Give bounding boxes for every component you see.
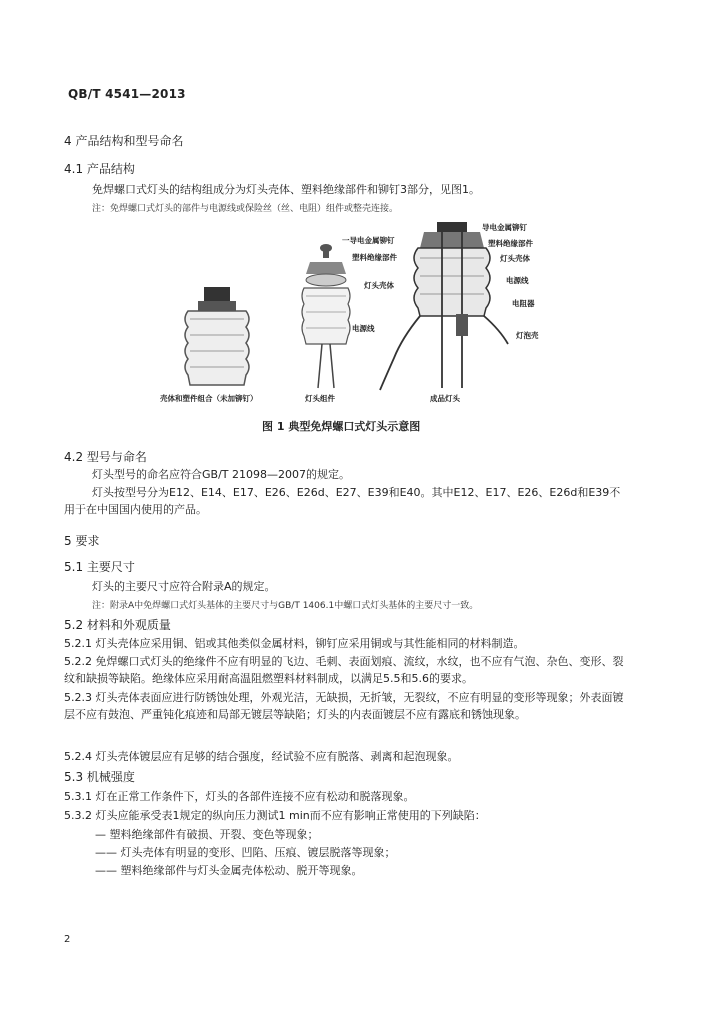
section-5-2-heading: 5.2 材料和外观质量 <box>64 618 171 632</box>
section-4-1-heading: 4.1 产品结构 <box>64 162 135 176</box>
fig-right-caption: 成品灯头 <box>430 394 460 403</box>
clause-5-2-2: 5.2.2 免焊螺口式灯头的绝缘件不应有明显的飞边、毛刺、表面划痕、流纹，水纹，也不应有气泡、杂色、变形、裂纹和缺损等缺陷。绝缘体应采用耐高温阻燃塑料材料制成，以满足5.5和5.6的要求。 <box>64 655 624 685</box>
defect-list-item: — 塑料绝缘部件有破损、开裂、变色等现象； <box>95 828 319 841</box>
page-number: 2 <box>64 934 71 945</box>
section-4-heading: 4 产品结构和型号命名 <box>64 134 184 148</box>
section-4-2-text-1: 灯头型号的命名应符合GB/T 21098—2007的规定。 <box>92 468 350 481</box>
fig-left-label: 壳体和塑件组合（未加铆钉） <box>160 394 258 403</box>
section-4-2-heading: 4.2 型号与命名 <box>64 450 147 464</box>
clause-5-2-3: 5.2.3 灯头壳体表面应进行防锈蚀处理，外观光洁，无缺损，无折皱，无裂纹，不应有明显的变形等现象；外表面镀层不应有鼓泡、严重钝化痕迹和局部无镀层等缺陷；灯头的内表面镀层不应有露底和锈蚀现象。 <box>64 691 624 721</box>
fig-mid-label-rivet: 一导电金属铆钉 <box>342 236 395 245</box>
fig-right-label-resistor: 电阻器 <box>512 299 535 308</box>
section-5-1-heading: 5.1 主要尺寸 <box>64 560 135 574</box>
clause-5-2-1: 5.2.1 灯头壳体应采用铜、铝或其他类似金属材料，铆钉应采用铜或与其性能相同的材料制造。 <box>64 637 525 650</box>
section-5-1-text: 灯头的主要尺寸应符合附录A的规定。 <box>92 580 276 593</box>
fig-mid-label-wire: 电源线 <box>352 324 375 333</box>
section-4-1-text: 免焊螺口式灯头的结构组成分为灯头壳体、塑料绝缘部件和铆钉3部分，见图1。 <box>92 183 480 196</box>
section-5-heading: 5 要求 <box>64 534 100 548</box>
defect-list-item: —— 塑料绝缘部件与灯头金属壳体松动、脱开等现象。 <box>95 864 363 877</box>
figure-1-caption: 图 1 典型免焊螺口式灯头示意图 <box>262 420 421 433</box>
fig-right-label-bulb: 灯泡壳 <box>516 331 539 340</box>
clause-5-3-1: 5.3.1 灯在正常工作条件下，灯头的各部件连接不应有松动和脱落现象。 <box>64 790 415 803</box>
section-5-1-note: 注：附录A中免焊螺口式灯头基体的主要尺寸与GB/T 1406.1中螺口式灯头基体的主要尺寸一致。 <box>92 601 479 611</box>
defect-list-item: —— 灯头壳体有明显的变形、凹陷、压痕、镀层脱落等现象； <box>95 846 396 859</box>
section-4-1-note: 注：免焊螺口式灯头的部件与电源线或保险丝（丝、电阻）组件或整壳连接。 <box>92 204 399 214</box>
section-4-2-text-2: 灯头按型号分为E12、E14、E17、E26、E26d、E27、E39和E40。其中E12、E17、E26、E26d和E39不用于在中国国内使用的产品。 <box>64 486 621 516</box>
fig-right-label-shell: 灯头壳体 <box>500 254 530 263</box>
base-assembly-drawing <box>178 285 256 397</box>
fig-right-label-rivet: 导电金属铆钉 <box>482 223 527 232</box>
fig-right-label-plastic: 塑料绝缘部件 <box>488 239 533 248</box>
standard-number: QB/T 4541—2013 <box>68 87 186 101</box>
fig-mid-label-assembly: 灯头组件 <box>305 394 335 403</box>
clause-5-3-2: 5.3.2 灯头应能承受表1规定的纵向压力测试1 min而不应有影响正常使用的下列缺陷： <box>64 809 486 822</box>
fig-right-label-wire: 电源线 <box>506 276 529 285</box>
clause-5-2-4: 5.2.4 灯头壳体镀层应有足够的结合强度，经试验不应有脱落、剥离和起泡现象。 <box>64 750 459 763</box>
section-5-3-heading: 5.3 机械强度 <box>64 770 135 784</box>
fig-mid-label-shell: 灯头壳体 <box>364 281 394 290</box>
fig-mid-label-plastic: 塑料绝缘部件 <box>352 253 397 262</box>
